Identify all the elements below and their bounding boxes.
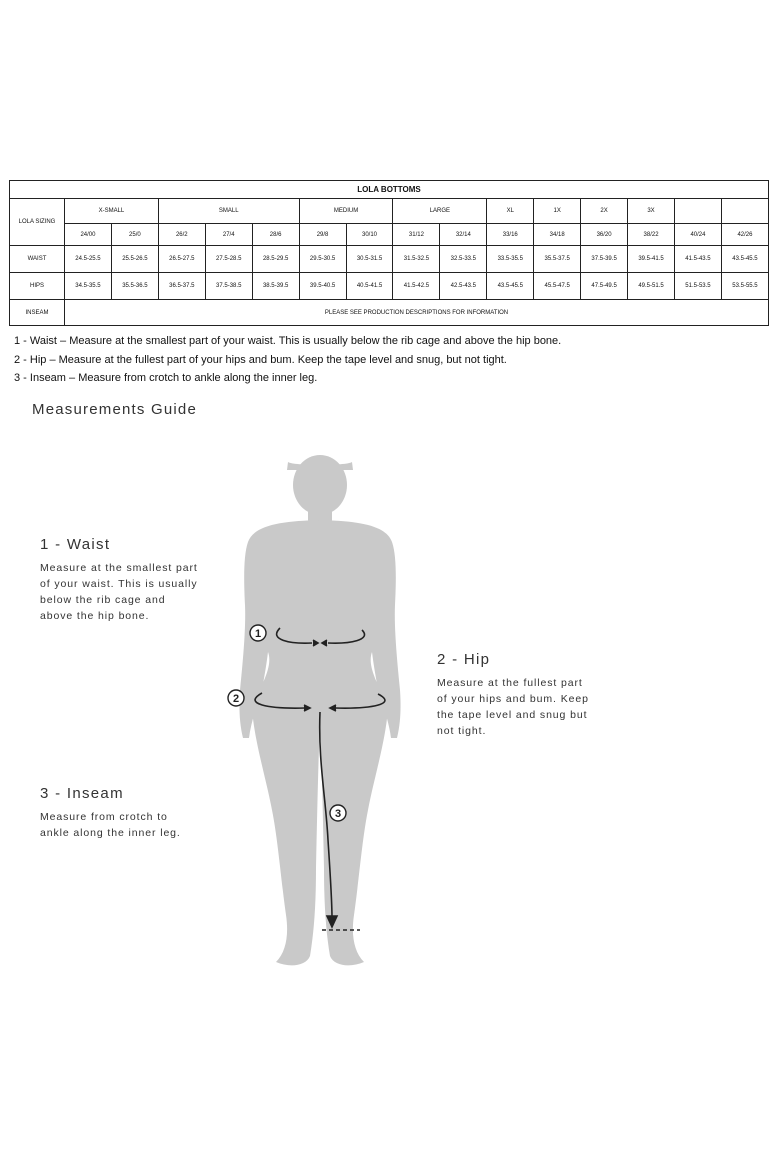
inseam-heading: 3 - Inseam bbox=[40, 785, 124, 802]
group-cell: XL bbox=[487, 199, 534, 224]
size-cell: 27/4 bbox=[205, 224, 252, 246]
sizing-label: LOLA SIZING bbox=[10, 199, 65, 246]
group-cell: 1X bbox=[534, 199, 581, 224]
group-cell: 3X bbox=[628, 199, 675, 224]
hip-heading: 2 - Hip bbox=[437, 651, 491, 668]
waist-cell: 25.5-26.5 bbox=[111, 246, 158, 273]
hips-cell: 34.5-35.5 bbox=[65, 273, 112, 300]
hips-cell: 35.5-36.5 bbox=[111, 273, 158, 300]
waist-cell: 29.5-30.5 bbox=[299, 246, 346, 273]
table-title: LOLA BOTTOMS bbox=[10, 181, 769, 199]
size-cell: 24/00 bbox=[65, 224, 112, 246]
marker-2-label: 2 bbox=[232, 693, 240, 705]
hips-cell: 45.5-47.5 bbox=[534, 273, 581, 300]
hips-cell: 41.5-42.5 bbox=[393, 273, 440, 300]
waist-cell: 33.5-35.5 bbox=[487, 246, 534, 273]
size-cell: 33/16 bbox=[487, 224, 534, 246]
waist-cell: 39.5-41.5 bbox=[628, 246, 675, 273]
marker-1-label: 1 bbox=[254, 628, 262, 640]
waist-cell: 37.5-39.5 bbox=[581, 246, 628, 273]
group-cell: LARGE bbox=[393, 199, 487, 224]
hips-cell: 43.5-45.5 bbox=[487, 273, 534, 300]
hips-cell: 40.5-41.5 bbox=[346, 273, 393, 300]
body-silhouette bbox=[239, 455, 400, 965]
waist-text: Measure at the smallest part of your waist. This is usually below the rib cage and above the hip bone. bbox=[40, 562, 198, 622]
size-cell: 32/14 bbox=[440, 224, 487, 246]
marker-2 bbox=[228, 690, 244, 706]
size-cell: 42/26 bbox=[721, 224, 768, 246]
marker-3 bbox=[330, 805, 346, 821]
size-cell: 28/6 bbox=[252, 224, 299, 246]
size-cell: 38/22 bbox=[628, 224, 675, 246]
group-cell: SMALL bbox=[158, 199, 299, 224]
marker-3-label: 3 bbox=[334, 808, 342, 820]
inseam-note: PLEASE SEE PRODUCTION DESCRIPTIONS FOR INFORMATION bbox=[65, 300, 769, 326]
waist-cell: 26.5-27.5 bbox=[158, 246, 205, 273]
note-hip: 2 - Hip – Measure at the fullest part of your hips and bum. Keep the tape level and snug, but not tight. bbox=[14, 353, 507, 366]
hips-cell: 37.5-38.5 bbox=[205, 273, 252, 300]
waist-cell: 27.5-28.5 bbox=[205, 246, 252, 273]
group-cell: 2X bbox=[581, 199, 628, 224]
inseam-label: INSEAM bbox=[10, 300, 65, 326]
waist-cell: 28.5-29.5 bbox=[252, 246, 299, 273]
size-cell: 29/8 bbox=[299, 224, 346, 246]
hips-cell: 51.5-53.5 bbox=[674, 273, 721, 300]
hips-cell: 42.5-43.5 bbox=[440, 273, 487, 300]
hips-cell: 47.5-49.5 bbox=[581, 273, 628, 300]
hips-label: HIPS bbox=[10, 273, 65, 300]
waist-label: WAIST bbox=[10, 246, 65, 273]
hips-cell: 39.5-40.5 bbox=[299, 273, 346, 300]
hips-cell: 38.5-39.5 bbox=[252, 273, 299, 300]
group-cell: X-SMALL bbox=[65, 199, 159, 224]
waist-cell: 24.5-25.5 bbox=[65, 246, 112, 273]
note-waist: 1 - Waist – Measure at the smallest part of your waist. This is usually below the rib cage and above the hip bone. bbox=[14, 335, 562, 347]
group-cell: MEDIUM bbox=[299, 199, 393, 224]
waist-cell: 30.5-31.5 bbox=[346, 246, 393, 273]
waist-heading: 1 - Waist bbox=[40, 536, 111, 553]
size-cell: 40/24 bbox=[674, 224, 721, 246]
marker-1 bbox=[250, 625, 266, 641]
size-cell: 30/10 bbox=[346, 224, 393, 246]
note-inseam: 3 - Inseam – Measure from crotch to ankle along the inner leg. bbox=[14, 372, 318, 384]
waist-cell: 31.5-32.5 bbox=[393, 246, 440, 273]
waist-cell: 35.5-37.5 bbox=[534, 246, 581, 273]
size-cell: 36/20 bbox=[581, 224, 628, 246]
inseam-text: Measure from crotch to ankle along the inner leg. bbox=[40, 811, 181, 839]
size-cell: 25/0 bbox=[111, 224, 158, 246]
hips-cell: 53.5-55.5 bbox=[721, 273, 768, 300]
waist-cell: 41.5-43.5 bbox=[674, 246, 721, 273]
waist-cell: 32.5-33.5 bbox=[440, 246, 487, 273]
size-cell: 34/18 bbox=[534, 224, 581, 246]
hip-text: Measure at the fullest part of your hips and bum. Keep the tape level and snug but not tight. bbox=[437, 677, 589, 737]
waist-cell: 43.5-45.5 bbox=[721, 246, 768, 273]
hips-cell: 49.5-51.5 bbox=[628, 273, 675, 300]
size-cell: 31/12 bbox=[393, 224, 440, 246]
hips-cell: 36.5-37.5 bbox=[158, 273, 205, 300]
guide-title: Measurements Guide bbox=[32, 401, 198, 418]
size-cell: 26/2 bbox=[158, 224, 205, 246]
